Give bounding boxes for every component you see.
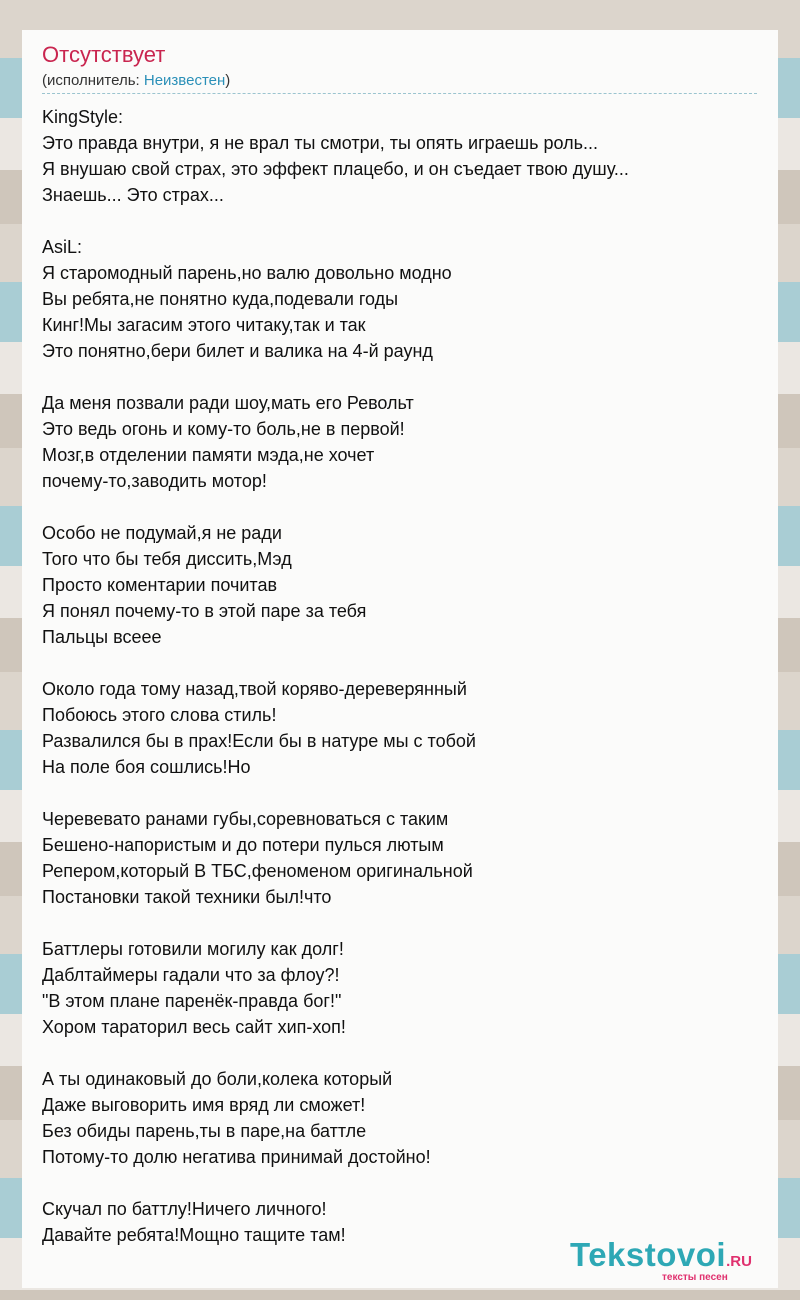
lyric-line: Без обиды парень,ты в паре,на баттле [42, 1121, 367, 1141]
song-title: Отсутствует [42, 42, 166, 67]
lyric-line: Развалился бы в прах!Если бы в натуре мы с тобой [42, 731, 476, 751]
lyric-line: Побоюсь этого слова стиль! [42, 705, 277, 725]
divider [42, 93, 757, 94]
lyric-line: Это правда внутри, я не врал ты смотри, ты опять играешь роль... [42, 133, 599, 153]
lyric-line: Скучал по баттлу!Ничего личного! [42, 1199, 327, 1219]
lyric-line: Пальцы всеее [42, 627, 162, 647]
artist-link[interactable]: Неизвестен [143, 72, 226, 89]
lyric-line: Потому-то долю негатива принимай достойно! [42, 1147, 431, 1167]
lyric-line: Я понял почему-то в этой паре за тебя [42, 601, 367, 621]
site-logo[interactable] [570, 1236, 780, 1286]
lyric-line: Я старомодный парень,но валю довольно модно [42, 263, 452, 283]
lyric-line [42, 1040, 762, 1066]
lyric-line: А ты одинаковый до боли,колека который [42, 1069, 393, 1089]
lyric-line: KingStyle: [42, 107, 124, 127]
lyrics-text [42, 104, 762, 1248]
logo-tld: .RU [726, 1253, 752, 1270]
lyric-line: почему-то,заводить мотор! [42, 471, 267, 491]
lyric-line: Репером,который В ТБС,феноменом оригинальной [42, 861, 473, 881]
lyric-line: Да меня позвали ради шоу,мать его Револьт [42, 393, 414, 413]
lyric-line: Знаешь... Это страх... [42, 185, 224, 205]
lyric-line: Мозг,в отделении памяти мэда,не хочет [42, 445, 375, 465]
lyric-line: AsiL: [42, 237, 83, 257]
lyric-line: Я внушаю свой страх, это эффект плацебо, и он съедает твою душу... [42, 159, 629, 179]
logo-name: Tekstovoi [570, 1236, 727, 1273]
lyric-line [42, 364, 762, 390]
lyric-line: Особо не подумай,я не ради [42, 523, 282, 543]
logo-tagline: тексты песен [662, 1272, 728, 1283]
lyric-line: "В этом плане паренёк-правда бог!" [42, 991, 342, 1011]
lyric-line: Бешено-напористым и до потери пулься лютым [42, 835, 444, 855]
lyric-line [42, 208, 762, 234]
lyrics-card [22, 30, 778, 1288]
lyric-line: Вы ребята,не понятно куда,подевали годы [42, 289, 399, 309]
lyric-line: Просто коментарии почитав [42, 575, 278, 595]
lyric-line: Баттлеры готовили могилу как долг! [42, 939, 344, 959]
artist-prefix: (исполнитель: [42, 72, 144, 89]
lyric-line: Это ведь огонь и кому-то боль,не в первой! [42, 419, 405, 439]
artist-suffix: ) [225, 72, 231, 89]
lyric-line [42, 650, 762, 676]
artist-line [42, 72, 230, 89]
lyric-line [42, 494, 762, 520]
lyric-line: Давайте ребята!Мощно тащите там! [42, 1225, 346, 1245]
lyric-line: Даблтаймеры гадали что за флоу?! [42, 965, 340, 985]
lyric-line: Это понятно,бери билет и валика на 4-й раунд [42, 341, 433, 361]
lyric-line: Черевевато ранами губы,соревноваться с таким [42, 809, 449, 829]
lyric-line: Хором тараторил весь сайт хип-хоп! [42, 1017, 346, 1037]
lyric-line [42, 780, 762, 806]
lyric-line: Кинг!Мы загасим этого читаку,так и так [42, 315, 366, 335]
lyric-line [42, 910, 762, 936]
lyric-line: Того что бы тебя диссить,Мэд [42, 549, 292, 569]
lyric-line: Постановки такой техники был!что [42, 887, 332, 907]
lyric-line [42, 1170, 762, 1196]
lyric-line: Даже выговорить имя вряд ли сможет! [42, 1095, 366, 1115]
lyric-line: Около года тому назад,твой коряво-дереверянный [42, 679, 467, 699]
lyric-line: На поле боя сошлись!Но [42, 757, 251, 777]
